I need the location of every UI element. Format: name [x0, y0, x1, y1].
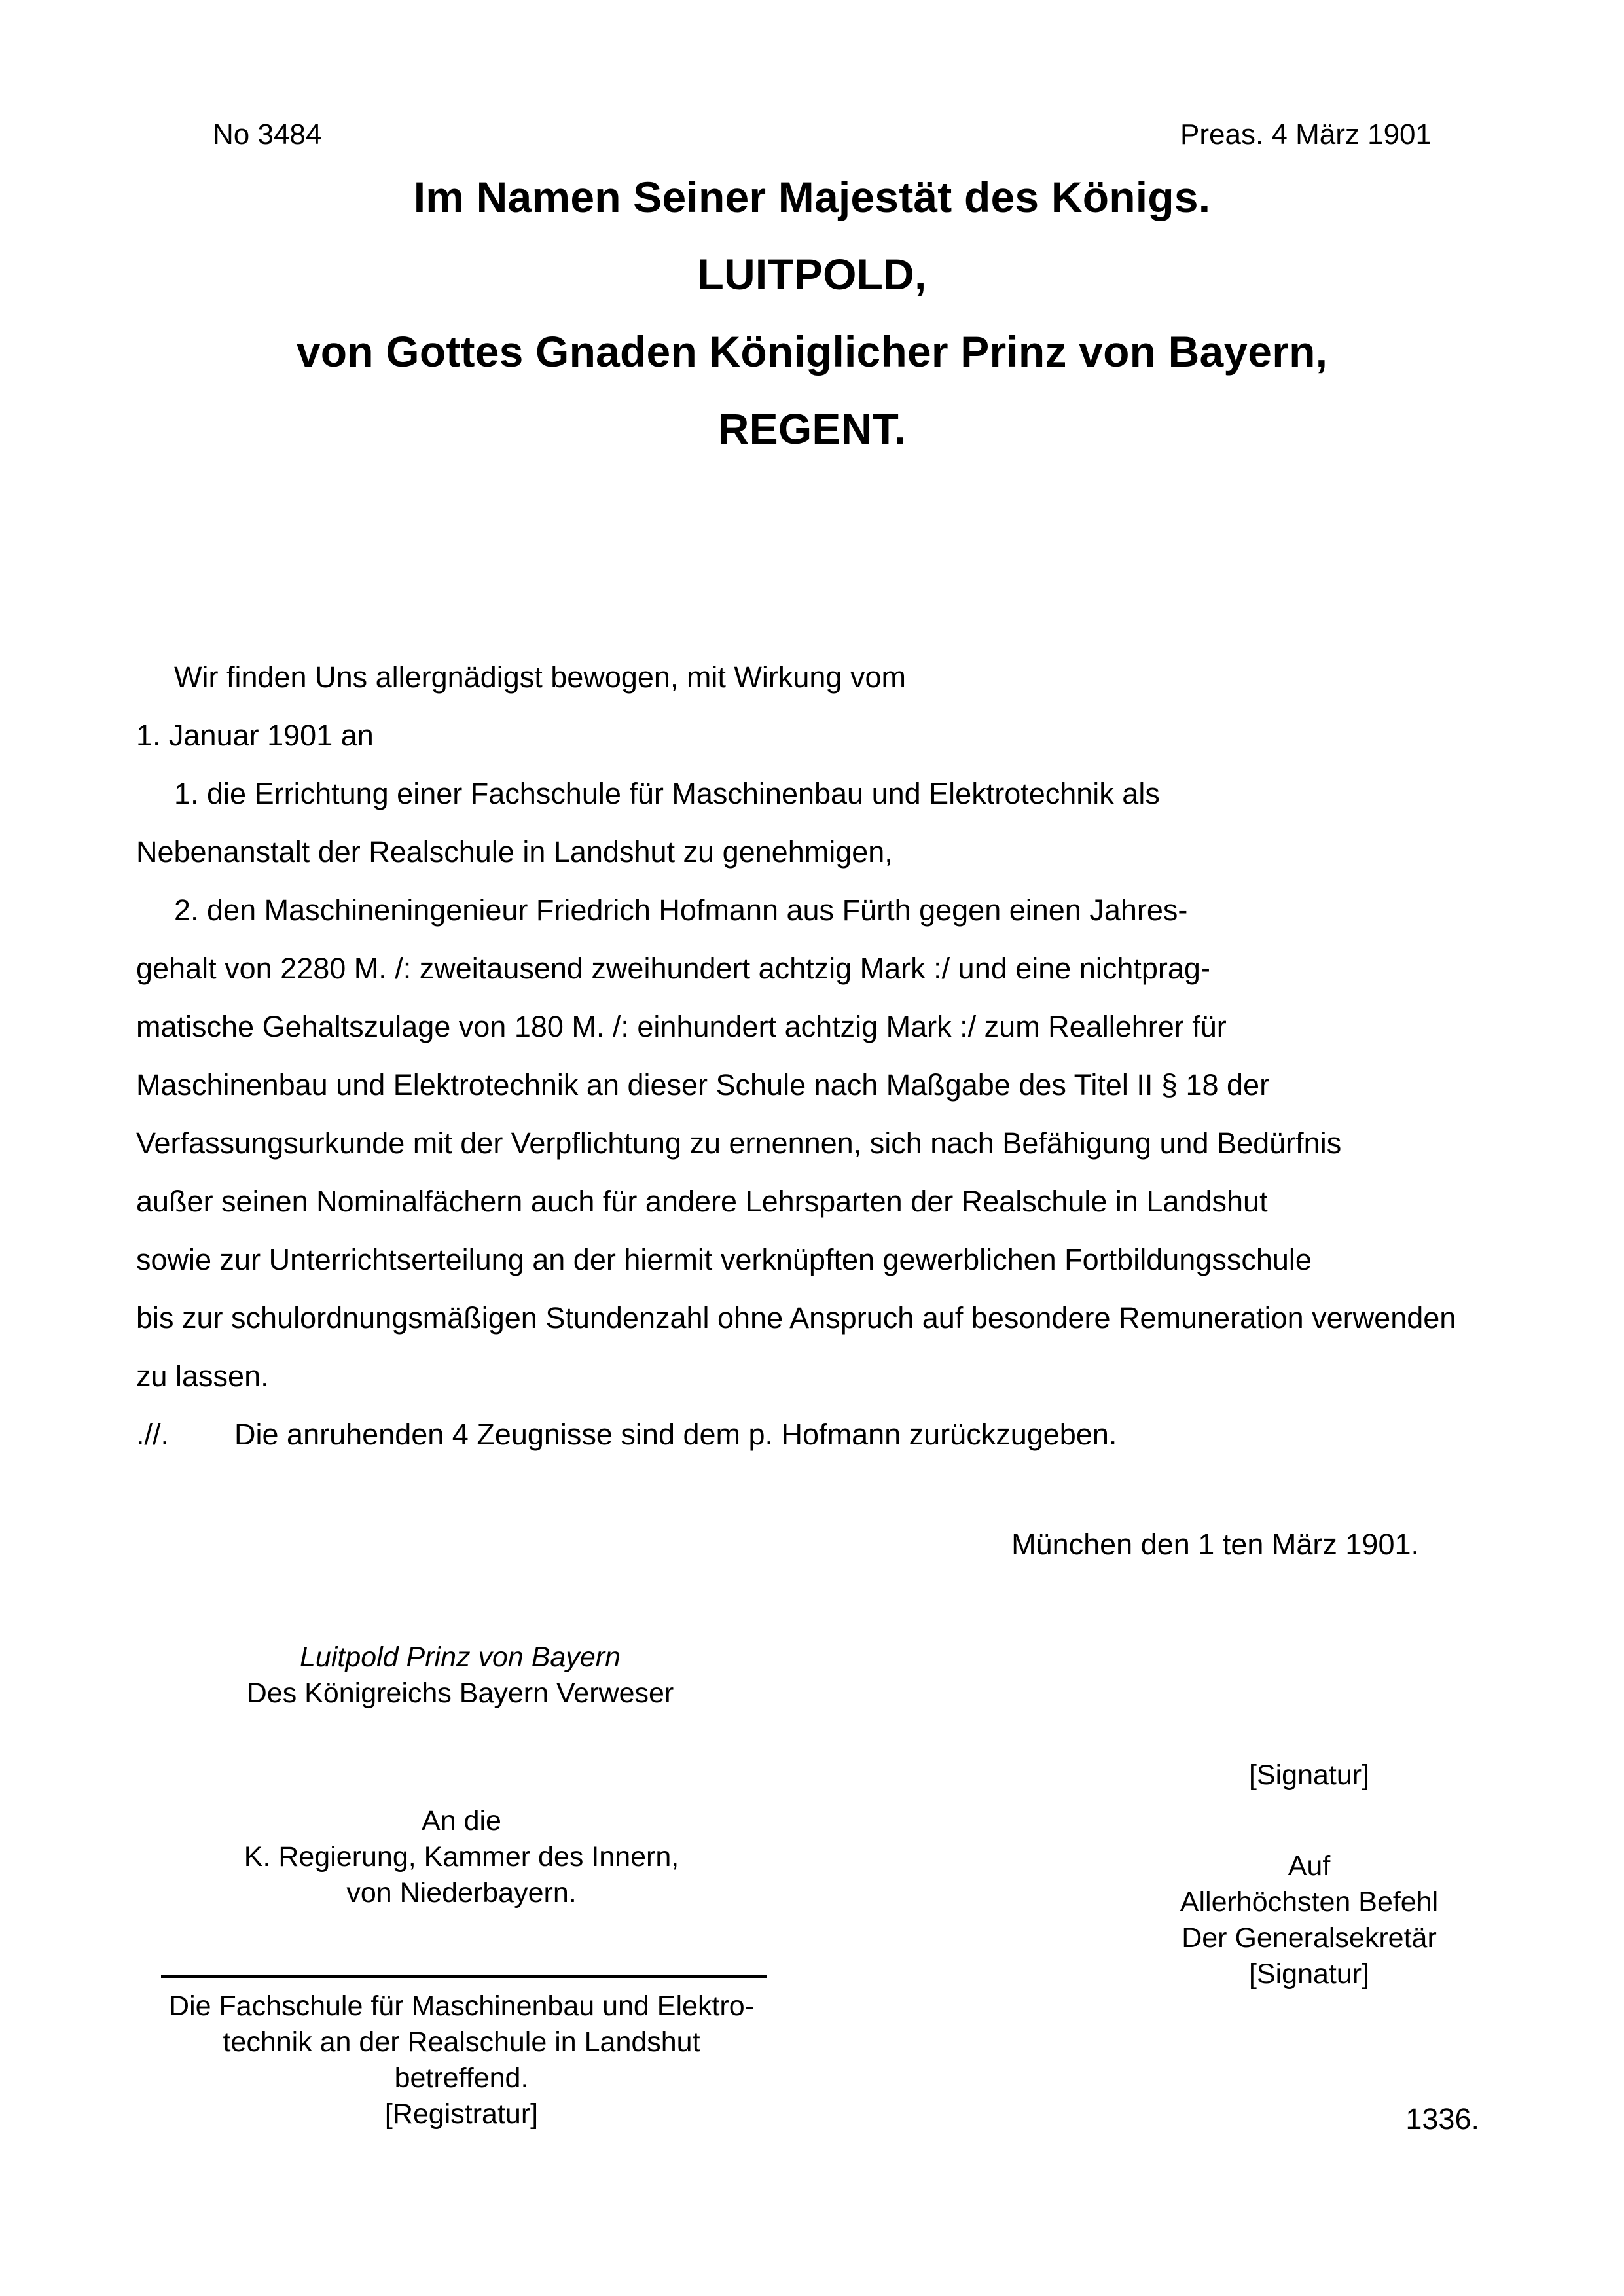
body-line-enclosures: .//. Die anruhenden 4 Zeugnisse sind dem p. Hofmann zurückzugeben.: [136, 1418, 1117, 1451]
subject-line-2: technik an der Realschule in Landshut: [223, 2026, 700, 2058]
horizontal-divider: [161, 1975, 767, 1978]
body-line: zu lassen.: [136, 1359, 269, 1393]
document-body: [136, 662, 1491, 1449]
countersignature-line-auf: Auf: [1288, 1850, 1331, 1882]
addressee-line-region: von Niederbayern.: [346, 1877, 577, 1909]
body-line: 2. den Maschineningenieur Friedrich Hofmann aus Fürth gegen einen Jahres-: [174, 893, 1188, 927]
body-line: 1. Januar 1901 an: [136, 719, 374, 752]
registry-placeholder: [Registratur]: [384, 2098, 539, 2130]
body-line: bis zur schulordnungsmäßigen Stundenzahl ohne Anspruch auf besondere Remuneration verwenden: [136, 1301, 1456, 1335]
body-line: Wir finden Uns allergnädigst bewogen, mit Wirkung vom: [174, 660, 906, 694]
subject-line-1: Die Fachschule für Maschinenbau und Elektro-: [169, 1990, 754, 2022]
subject-line-3: betreffend.: [394, 2062, 529, 2094]
addressee-line-an-die: An die: [422, 1805, 501, 1837]
title-line-invocation: Im Namen Seiner Majestät des Königs.: [413, 173, 1211, 221]
addressee-line-authority: K. Regierung, Kammer des Innern,: [244, 1841, 679, 1873]
title-line-ruler-name: LUITPOLD,: [697, 250, 927, 298]
file-number: No 3484: [213, 118, 322, 151]
addressee-block: [137, 1803, 785, 1911]
document-header: [213, 117, 1432, 152]
place-and-date: München den 1 ten März 1901.: [1011, 1528, 1419, 1561]
countersignature-line-befehl: Allerhöchsten Befehl: [1180, 1886, 1439, 1918]
countersignature-line-generalsekretaer: Der Generalsekretär: [1182, 1922, 1437, 1954]
title-line-regent: REGENT.: [717, 404, 907, 453]
regent-signature-name: Luitpold Prinz von Bayern: [299, 1641, 621, 1673]
body-line: Verfassungsurkunde mit der Verpflichtung zu ernennen, sich nach Befähigung und Bedürfnis: [136, 1126, 1342, 1160]
signature-placeholder-top: [Signatur]: [1248, 1759, 1370, 1791]
body-line: außer seinen Nominalfächern auch für andere Lehrsparten der Realschule in Landshut: [136, 1185, 1268, 1218]
title-line-styling: von Gottes Gnaden Königlicher Prinz von Bayern,: [296, 327, 1328, 376]
signature-placeholder-bottom: [Signatur]: [1248, 1958, 1370, 1990]
title-block: [136, 173, 1488, 453]
body-line: gehalt von 2280 M. /: zweitausend zweihundert achtzig Mark :/ und eine nichtprag-: [136, 952, 1210, 985]
body-line: Maschinenbau und Elektrotechnik an dieser Schule nach Maßgabe des Titel II § 18 der: [136, 1068, 1270, 1102]
folio-number: 1336.: [1405, 2102, 1479, 2136]
body-line: Nebenanstalt der Realschule in Landshut zu genehmigen,: [136, 835, 893, 869]
body-line: sowie zur Unterrichtserteilung an der hiermit verknüpften gewerblichen Fortbildungsschule: [136, 1243, 1312, 1276]
regent-signature-block: [136, 1640, 784, 1712]
regent-signature-role: Des Königreichs Bayern Verweser: [246, 1677, 674, 1710]
countersignature-block: [1126, 1757, 1492, 1992]
body-line: matische Gehaltszulage von 180 M. /: einhundert achtzig Mark :/ zum Reallehrer für: [136, 1010, 1227, 1043]
presentation-date: Preas. 4 März 1901: [1180, 118, 1432, 151]
body-line: 1. die Errichtung einer Fachschule für Maschinenbau und Elektrotechnik als: [174, 777, 1160, 810]
subject-block: [137, 1988, 785, 2132]
